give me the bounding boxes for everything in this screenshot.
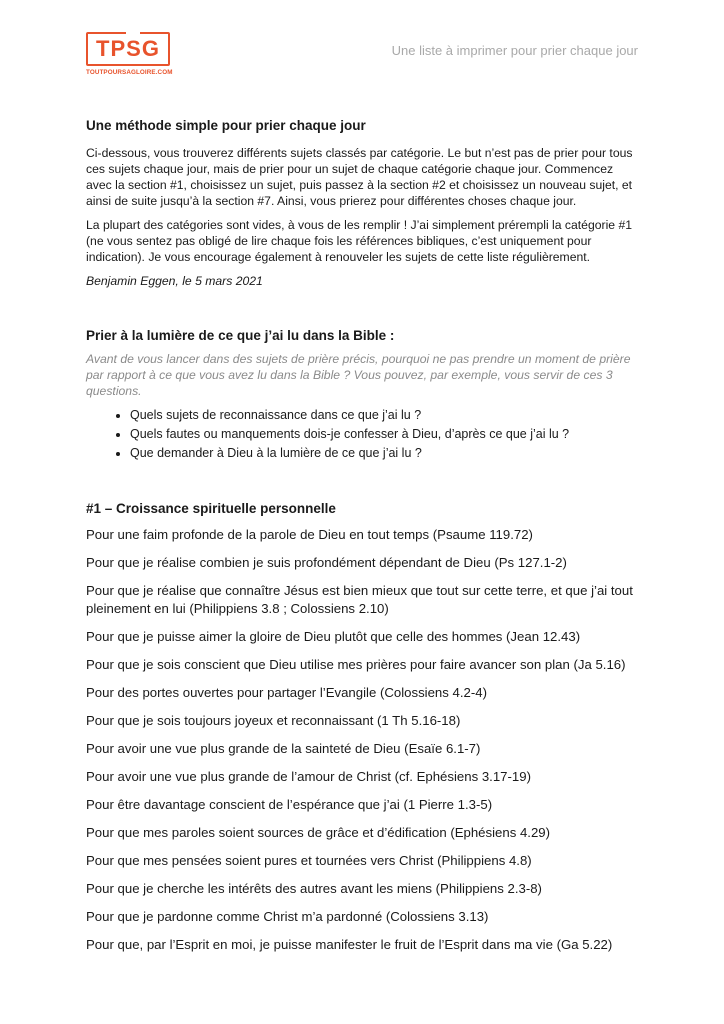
logo-text: TPSG xyxy=(96,36,160,61)
prayer-item: Pour que je puisse aimer la gloire de Dieu plutôt que celle des hommes (Jean 12.43) xyxy=(86,629,581,644)
question-item: • Quels sujets de reconnaissance dans ce que j’ai lu ? xyxy=(130,406,638,425)
tpsg-logo xyxy=(86,32,176,76)
prayer-item: Pour que, par l’Esprit en moi, je puisse manifester le fruit de l’Esprit dans ma vie (Ga 5.22) xyxy=(86,937,613,952)
section1-heading: #1 – Croissance spirituelle personnelle xyxy=(86,501,336,516)
prayer-item: Pour une faim profonde de la parole de Dieu en tout temps (Psaume 119.72) xyxy=(86,527,533,542)
bible-note: Avant de vous lancer dans des sujets de prière précis, pourquoi ne pas prendre un moment de prière par rapport à ce que vous avez lu dans la Bible ? Vous pouvez, par exemple, vous servir de ces 3 questions. xyxy=(86,352,631,398)
prayer-item: Pour que je cherche les intérêts des autres avant les miens (Philippiens 2.3-8) xyxy=(86,881,542,896)
document-body xyxy=(86,118,638,964)
logo-box xyxy=(86,32,170,66)
prayer-item: Pour avoir une vue plus grande de la sainteté de Dieu (Esaïe 6.1-7) xyxy=(86,741,481,756)
prayer-item: Pour que je sois toujours joyeux et reconnaissant (1 Th 5.16-18) xyxy=(86,713,461,728)
signature: Benjamin Eggen, le 5 mars 2021 xyxy=(86,274,263,288)
question-item: • Quels fautes ou manquements dois-je confesser à Dieu, d’après ce que j’ai lu ? xyxy=(130,425,638,444)
intro-paragraph-1: Ci-dessous, vous trouverez différents sujets classés par catégorie. Le but n’est pas de prier pour tous ces sujets chaque jour, mais de prier pour un sujet de chaque catégorie chaque jour. Commencez avec la section #1, choisissez un sujet, puis passez à la section #2 et choisissez un nouveau sujet, et ainsi de suite jusqu’à la section #7. Ainsi, vous prierez pour différentes choses chaque jour. xyxy=(86,146,633,208)
bible-heading: Prier à la lumière de ce que j’ai lu dans la Bible : xyxy=(86,328,395,343)
prayer-item: Pour que mes pensées soient pures et tournées vers Christ (Philippiens 4.8) xyxy=(86,853,532,868)
logo-subtitle: TOUTPOURSAGLOIRE.COM xyxy=(86,69,173,76)
prayer-item: Pour avoir une vue plus grande de l’amour de Christ (cf. Ephésiens 3.17-19) xyxy=(86,769,531,784)
question-item: • Que demander à Dieu à la lumière de ce que j’ai lu ? xyxy=(130,444,638,463)
question-list xyxy=(86,406,638,463)
prayer-item: Pour que mes paroles soient sources de grâce et d’édification (Ephésiens 4.29) xyxy=(86,825,551,840)
prayer-item: Pour que je pardonne comme Christ m’a pardonné (Colossiens 3.13) xyxy=(86,909,489,924)
prayer-list xyxy=(86,526,638,954)
prayer-item: Pour que je réalise combien je suis profondément dépendant de Dieu (Ps 127.1-2) xyxy=(86,555,567,570)
prayer-item: Pour que je sois conscient que Dieu utilise mes prières pour faire avancer son plan (Ja 5.16) xyxy=(86,657,626,672)
intro-paragraph-2: La plupart des catégories sont vides, à vous de les remplir ! J’ai simplement prérempli la catégorie #1 (ne vous sentez pas obligé de lire chaque fois les références bibliques, c’est uniquement pour indication). Je vous encourage également à renouveler les sujets de cette liste régulièrement. xyxy=(86,218,632,264)
intro-heading: Une méthode simple pour prier chaque jour xyxy=(86,118,366,133)
prayer-item: Pour que je réalise que connaître Jésus est bien mieux que tout sur cette terre, et que j’ai tout pleinement en lui (Philippiens 3.8 ; Colossiens 2.10) xyxy=(86,583,633,616)
prayer-item: Pour être davantage conscient de l’espérance que j’ai (1 Pierre 1.3-5) xyxy=(86,797,493,812)
header-title: Une liste à imprimer pour prier chaque jour xyxy=(391,43,638,58)
prayer-item: Pour des portes ouvertes pour partager l’Evangile (Colossiens 4.2-4) xyxy=(86,685,487,700)
